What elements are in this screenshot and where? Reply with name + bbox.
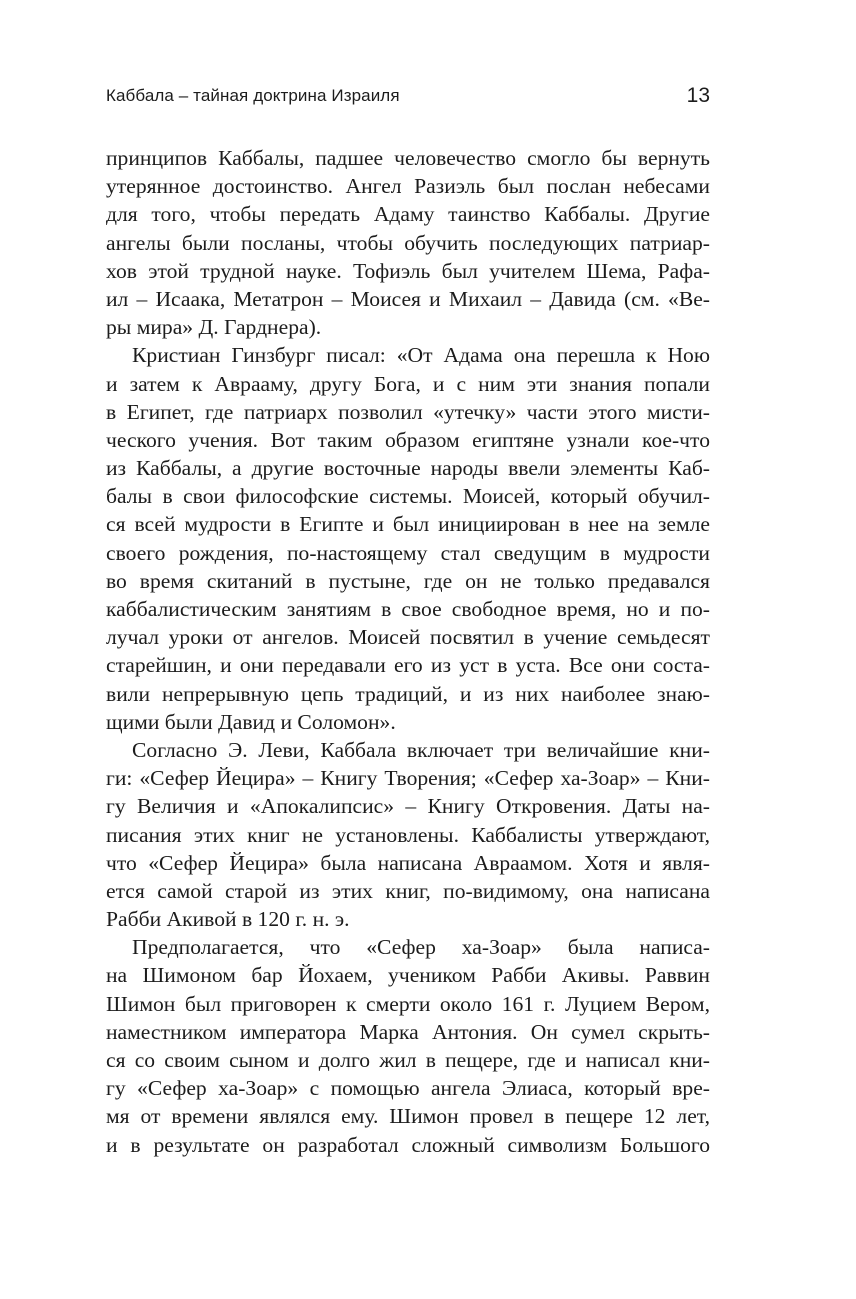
paragraph-1 <box>106 144 710 341</box>
paragraph-2 <box>106 341 710 736</box>
text-line: ры мира» Д. Гарднера). <box>106 315 322 340</box>
text-line: балы в свои философские системы. Моисей, который обучил- <box>106 484 710 509</box>
text-line: и в результате он разработал сложный символизм Большого <box>106 1132 710 1157</box>
paragraph-3 <box>106 736 710 933</box>
text-line: и затем к Аврааму, другу Бога, и с ним эти знания попали <box>106 371 710 396</box>
text-line: Рабби Акивой в 120 г. н. э. <box>106 907 350 932</box>
text-line: ся всей мудрости в Египте и был инициирован в нее на земле <box>106 512 710 537</box>
text-line: гу Величия и «Апокалипсис» – Книгу Откровения. Даты на- <box>106 794 710 819</box>
text-line: старейшин, и они передавали его из уст в уста. Все они соста- <box>106 653 710 678</box>
page-number: 13 <box>686 84 710 107</box>
text-line: мя от времени являлся ему. Шимон провел в пещере 12 лет, <box>106 1104 710 1129</box>
text-line: для того, чтобы передать Адаму таинство Каббалы. Другие <box>106 202 710 227</box>
text-line: наместником императора Марка Антония. Он сумел скрыть- <box>106 1019 710 1044</box>
text-line: ангелы были посланы, чтобы обучить последующих патриар- <box>106 230 710 255</box>
text-line: из Каббалы, а другие восточные народы ввели элементы Каб- <box>106 456 710 481</box>
text-line: утерянное достоинство. Ангел Разиэль был послан небесами <box>106 174 710 199</box>
book-page <box>106 0 710 1299</box>
text-line: своего рождения, по-настоящему стал сведущим в мудрости <box>106 540 710 565</box>
text-line: принципов Каббалы, падшее человечество смогло бы вернуть <box>106 146 710 170</box>
text-line: ется самой старой из этих книг, по-видимому, она написана <box>106 878 710 903</box>
text-line: ги: «Сефер Йецира» – Книгу Творения; «Сефер ха-Зоар» – Кни- <box>106 766 710 791</box>
running-header <box>106 84 710 112</box>
text-line: щими были Давид и Соломон». <box>106 709 396 734</box>
text-line: во время скитаний в пустыне, где он не только предавался <box>106 568 710 593</box>
text-line: ческого учения. Вот таким образом египтяне узнали кое-что <box>106 427 710 452</box>
text-line: гу «Сефер ха-Зоар» с помощью ангела Элиаса, который вре- <box>106 1076 710 1101</box>
text-line: Предполагается, что «Сефер ха-Зоар» была написа- <box>132 935 710 960</box>
text-line: в Египет, где патриарх позволил «утечку» части этого мисти- <box>106 399 710 424</box>
text-line: Кристиан Гинзбург писал: «От Адама она перешла к Ною <box>132 343 710 368</box>
text-line: вили непрерывную цепь традиций, и из них наиболее знаю- <box>106 681 710 706</box>
text-line: писания этих книг не установлены. Каббалисты утверждают, <box>106 822 710 847</box>
body-text <box>106 144 710 1159</box>
text-line: хов этой трудной науке. Тофиэль был учителем Шема, Рафа- <box>106 258 710 283</box>
text-line: что «Сефер Йецира» была написана Авраамом. Хотя и явля- <box>106 850 710 875</box>
text-line: Шимон был приговорен к смерти около 161 г. Луцием Вером, <box>106 991 710 1016</box>
paragraph-4 <box>106 933 710 1159</box>
running-title: Каббала – тайная доктрина Израиля <box>106 86 400 105</box>
text-line: на Шимоном бар Йохаем, учеником Рабби Акивы. Раввин <box>106 963 710 988</box>
text-line: ся со своим сыном и долго жил в пещере, где и написал кни- <box>106 1048 710 1072</box>
text-line: лучал уроки от ангелов. Моисей посвятил в учение семьдесят <box>106 625 710 650</box>
text-line: ил – Исаака, Метатрон – Моисея и Михаил – Давида (см. «Ве- <box>106 286 710 311</box>
text-line: Согласно Э. Леви, Каббала включает три величайшие кни- <box>132 737 710 762</box>
text-line: каббалистическим занятиям в свое свободное время, но и по- <box>106 597 710 621</box>
